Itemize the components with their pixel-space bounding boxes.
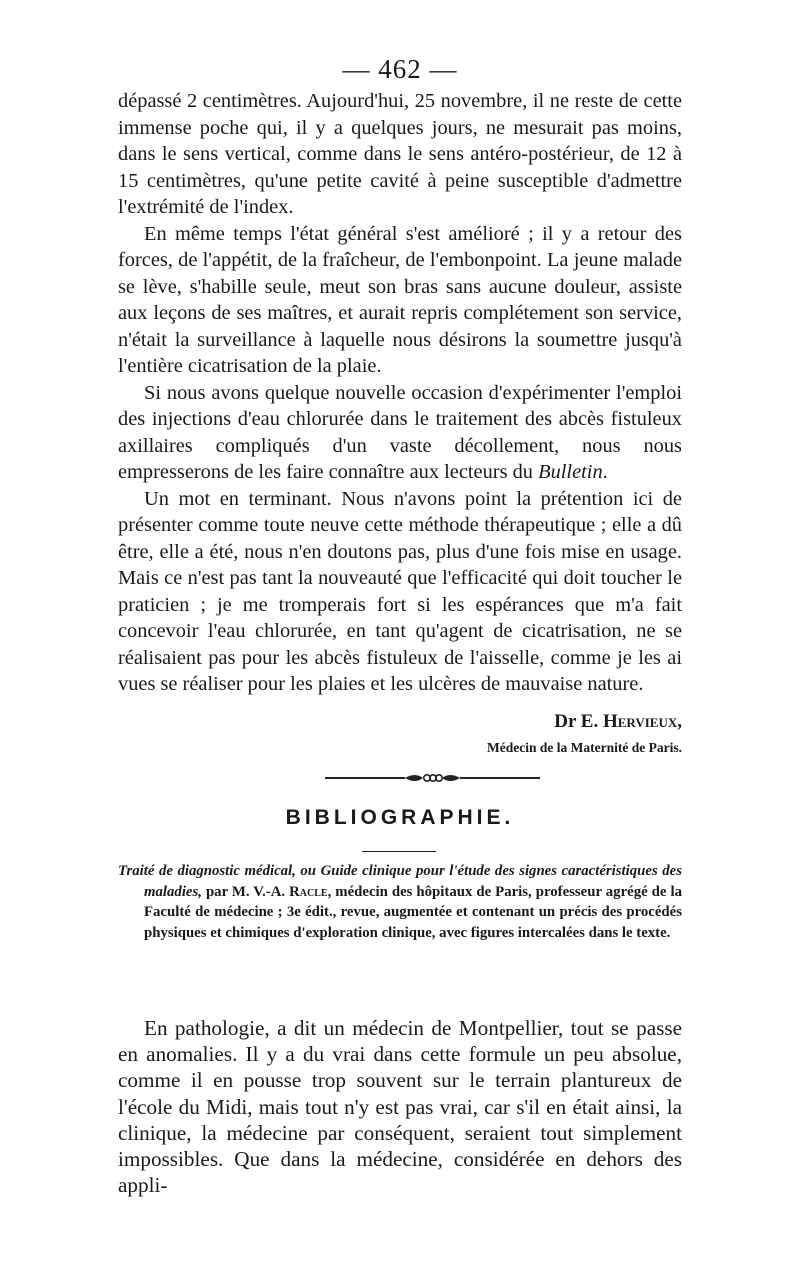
book-citation	[118, 861, 682, 943]
heading-rule	[362, 851, 436, 852]
citation-by: par M. V.-A.	[201, 883, 290, 900]
signature-prefix: Dr E.	[554, 711, 603, 732]
author-signature	[118, 711, 682, 733]
paragraph-3-text: Si nous avons quelque nouvelle occasion d'expérimenter l'emploi des injections d'eau chlorurée dans le traitement des abcès fistuleux axillaires compliqués d'un vaste décollement, nous nous empresserons de les faire connaître aux lecteurs du	[118, 381, 682, 483]
paragraph-4: Un mot en terminant. Nous n'avons point la prétention ici de présenter comme toute neuve cette méthode thérapeutique ; elle a dû être, elle a été, nous n'en doutons pas, plus d'une fois mise en usage. Mais ce n'est pas tant la nouveauté que l'efficacité qui doit toucher le praticien ; je me tromperais fort si les espérances que m'a fait concevoir l'eau chlorurée, en tant qu'agent de cicatrisation, ne se réalisaient pas pour les abcès fistuleux de l'aisselle, comme je les ai vues se réaliser pour les plaies et les ulcères de mauvaise nature.	[118, 487, 682, 695]
citation-details: médecin des hôpitaux de Paris, professeur agrégé de la Faculté de médecine ; 3e édit., revue, augmentée et contenant un précis des procédés physiques et chimiques d'exploration clinique, avec figures intercalées dans le texte.	[144, 883, 682, 941]
journal-title: Bulletin	[538, 461, 603, 483]
paragraph-1: dépassé 2 centimètres. Aujourd'hui, 25 novembre, il ne reste de cette immense poche qui, il y a quelques jours, ne mesurait pas moins, dans le sens vertical, comme dans le sens antéro-postérieur, de 12 à 15 centimètres, qu'une petite cavité à peine susceptible d'admettre l'extrémité de l'index.	[118, 90, 682, 218]
paragraph-2: En même temps l'état général s'est amélioré ; il y a retour des forces, de l'appétit, de la fraîcheur, de l'embonpoint. La jeune malade se lève, s'habille seule, meut son bras sans aucune douleur, assiste aux leçons de ses maîtres, et aurait repris complétement son service, n'était la surveillance à laquelle nous désirons la soumettre jusqu'à l'entière cicatrisation de la plaie.	[118, 222, 682, 377]
paragraph-3	[118, 380, 682, 486]
author-affiliation: Médecin de la Maternité de Paris.	[487, 740, 682, 755]
article-body	[118, 88, 682, 698]
page-number: — 462 —	[342, 54, 458, 84]
book-review-entry	[118, 861, 682, 943]
paragraph-3-end: .	[602, 461, 608, 483]
book-title: Traité de diagnostic médical, ou Guide clinique pour l'étude des signes caractéristiques des maladies,	[118, 863, 682, 900]
review-body	[118, 1015, 682, 1198]
review-paragraph: En pathologie, a dit un médecin de Montpellier, tout se passe en anomalies. Il y a du vrai dans cette formule un peu absolue, comme il en pousse trop souvent sur le terrain plantureux de l'école du Midi, mais tout n'y est pas vrai, car s'il en était ainsi, la clinique, la médecine par conséquent, seraient tout simplement impossibles. Que dans la médecine, considérée en dehors des appli-	[118, 1016, 682, 1198]
ornamental-divider	[325, 770, 540, 786]
book-author: Racle,	[289, 883, 332, 900]
signature-name: Hervieux,	[602, 711, 682, 732]
section-heading: BIBLIOGRAPHIE.	[285, 806, 515, 829]
